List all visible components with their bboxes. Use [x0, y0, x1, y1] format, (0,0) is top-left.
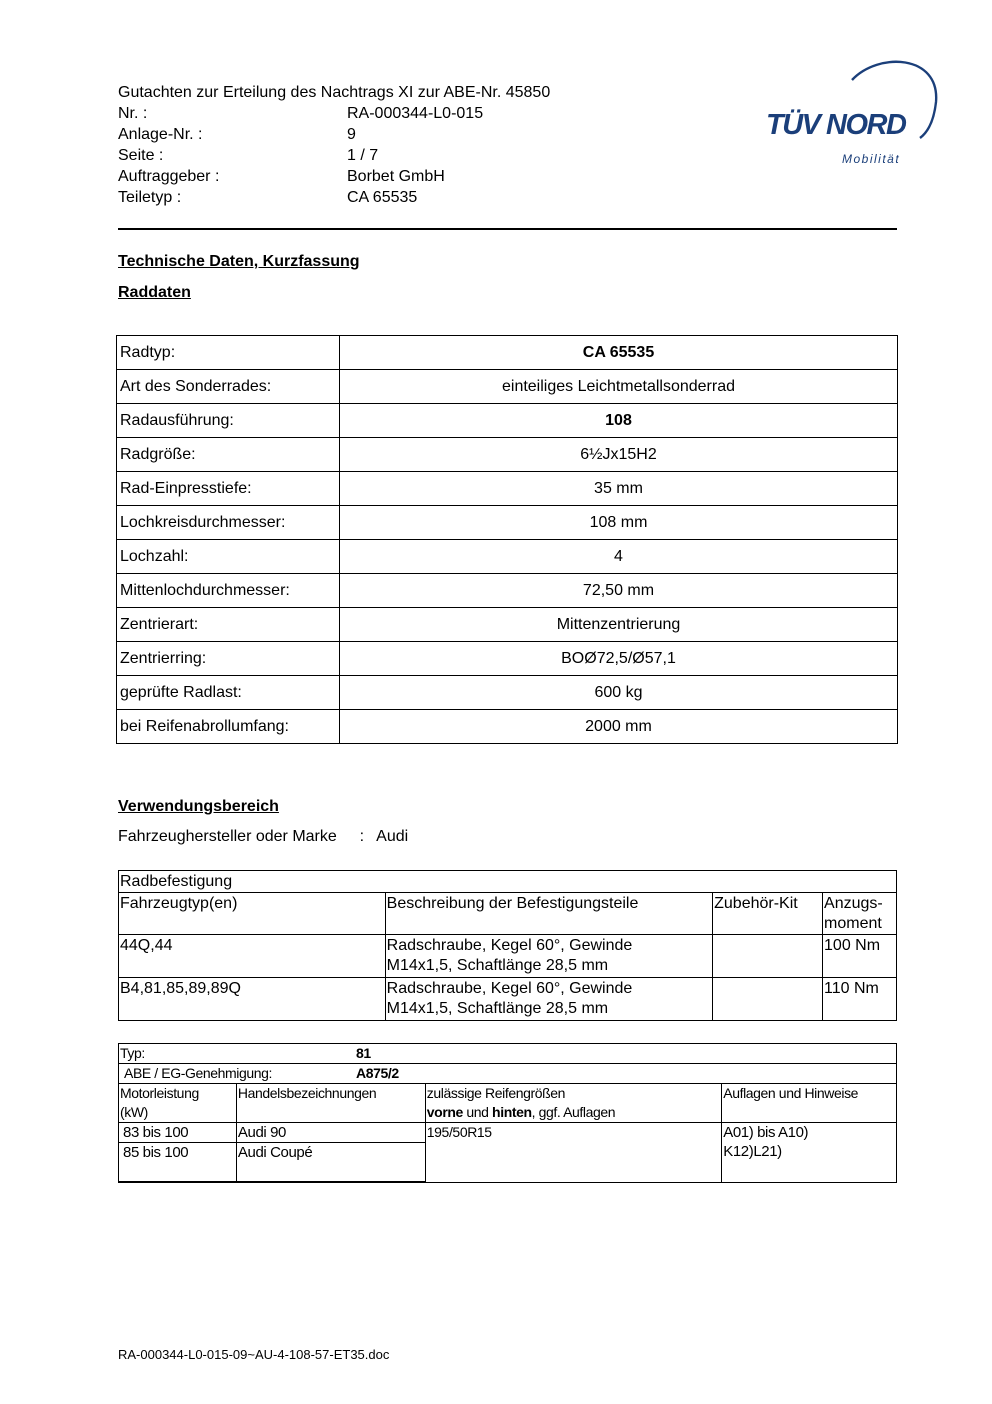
wheel-data-value: 108 mm: [340, 506, 898, 540]
wheel-data-table: [116, 335, 898, 744]
wheel-data-label: Art des Sonderrades:: [117, 370, 340, 404]
manufacturer-value: Audi: [376, 828, 409, 845]
wheel-data-label: bei Reifenabrollumfang:: [117, 710, 340, 744]
fastening-header-kit: Zubehör-Kit: [713, 893, 823, 935]
header-tires-end: , ggf. Auflagen: [531, 1104, 616, 1120]
fastening-kit: [713, 978, 823, 1021]
fastening-kit: [713, 935, 823, 978]
header-field-value: Borbet GmbH: [347, 168, 445, 185]
wheel-data-value: CA 65535: [340, 336, 898, 370]
vehicle-type-table: [118, 1043, 897, 1183]
fastening-desc: Radschraube, Kegel 60°, Gewinde M14x1,5, Schaftlänge 28,5 mm: [385, 978, 712, 1021]
header-field-value: 1 / 7: [347, 147, 379, 164]
header-field-label: Auftraggeber :: [118, 168, 220, 185]
name-cell: Audi 90: [236, 1123, 425, 1143]
wheel-data-label: Zentrierring:: [117, 642, 340, 676]
manufacturer-line: [118, 828, 408, 846]
type-data-row-1: [119, 1123, 897, 1143]
wheel-data-row: [117, 676, 898, 710]
header-power: Motorleistung (kW): [119, 1084, 237, 1123]
type-header-row: [119, 1084, 897, 1123]
section-usage-title: Verwendungsbereich: [118, 798, 279, 815]
header-names: Handelsbezeichnungen: [236, 1084, 425, 1123]
wheel-data-label: Lochzahl:: [117, 540, 340, 574]
wheel-data-label: geprüfte Radlast:: [117, 676, 340, 710]
fastening-type: 44Q,44: [119, 935, 386, 978]
wheel-data-label: Radtyp:: [117, 336, 340, 370]
header-field-value: CA 65535: [347, 189, 418, 206]
document-title: Gutachten zur Erteilung des Nachtrags XI zur ABE-Nr. 45850: [118, 84, 551, 101]
fastening-header-torque: Anzugs- moment: [823, 893, 897, 935]
section-wheel-title: Raddaten: [118, 284, 191, 301]
wheel-data-row: [117, 472, 898, 506]
wheel-data-row: [117, 642, 898, 676]
logo-subtitle: Mobilität: [842, 152, 901, 166]
fastening-header-type: Fahrzeugtyp(en): [119, 893, 386, 935]
approval-value: A875/2: [356, 1065, 399, 1081]
header-field-label: Teiletyp :: [118, 189, 182, 206]
header-tires-front: vorne: [426, 1104, 463, 1120]
wheel-data-row: [117, 540, 898, 574]
wheel-data-label: Lochkreisdurchmesser:: [117, 506, 340, 540]
wheel-data-row: [117, 710, 898, 744]
wheel-data-value: 6½Jx15H2: [340, 438, 898, 472]
section-technical-title: Technische Daten, Kurzfassung: [118, 253, 360, 270]
wheel-data-row: [117, 506, 898, 540]
wheel-data-row: [117, 404, 898, 438]
wheel-data-label: Mittenlochdurchmesser:: [117, 574, 340, 608]
fastening-header-row: [119, 893, 897, 935]
wheel-data-value: einteiliges Leichtmetallsonderrad: [340, 370, 898, 404]
wheel-data-label: Rad-Einpresstiefe:: [117, 472, 340, 506]
header-tires: [425, 1084, 721, 1123]
fastening-row: [119, 978, 897, 1021]
header-field-value: 9: [347, 126, 356, 143]
type-value: 81: [356, 1045, 371, 1061]
notes-cell: A01) bis A10) K12)L21): [722, 1123, 897, 1183]
header-field-label: Seite :: [118, 147, 164, 164]
header-field-label: Anlage-Nr. :: [118, 126, 203, 143]
manufacturer-label: Fahrzeughersteller oder Marke: [118, 828, 337, 845]
wheel-data-value: 4: [340, 540, 898, 574]
fastening-desc: Radschraube, Kegel 60°, Gewinde M14x1,5, Schaftlänge 28,5 mm: [385, 935, 712, 978]
fastening-torque: 110 Nm: [823, 978, 897, 1021]
wheel-data-label: Radgröße:: [117, 438, 340, 472]
header-divider: [118, 228, 897, 230]
wheel-data-value: Mittenzentrierung: [340, 608, 898, 642]
type-label: Typ:: [120, 1045, 145, 1061]
approval-label: ABE / EG-Genehmigung:: [124, 1065, 273, 1081]
wheel-data-row: [117, 574, 898, 608]
name-cell: Audi Coupé: [236, 1143, 425, 1183]
manufacturer-separator: :: [359, 828, 365, 845]
logo-brand: TÜV NORD: [766, 109, 906, 141]
fastening-torque: 100 Nm: [823, 935, 897, 978]
wheel-data-label: Zentrierart:: [117, 608, 340, 642]
header-tires-line1: zulässige Reifengrößen: [426, 1085, 566, 1101]
header-tires-rear: hinten: [492, 1104, 532, 1120]
power-cell: 83 bis 100: [119, 1123, 237, 1143]
header-field-value: RA-000344-L0-015: [347, 105, 484, 122]
wheel-data-value: 108: [340, 404, 898, 438]
wheel-data-row: [117, 438, 898, 472]
type-row: [119, 1044, 897, 1064]
fastening-table: [118, 870, 897, 1021]
tire-cell: 195/50R15: [425, 1123, 721, 1183]
fastening-row: [119, 935, 897, 978]
wheel-data-value: 72,50 mm: [340, 574, 898, 608]
header-field-label: Nr. :: [118, 105, 148, 122]
fastening-type: B4,81,85,89,89Q: [119, 978, 386, 1021]
header-tires-and: und: [462, 1104, 493, 1120]
fastening-title: Radbefestigung: [119, 871, 897, 893]
wheel-data-value: 600 kg: [340, 676, 898, 710]
wheel-data-label: Radausführung:: [117, 404, 340, 438]
approval-row: [119, 1064, 897, 1084]
wheel-data-row: [117, 336, 898, 370]
wheel-data-value: 35 mm: [340, 472, 898, 506]
fastening-title-row: [119, 871, 897, 893]
wheel-data-value: 2000 mm: [340, 710, 898, 744]
wheel-data-row: [117, 370, 898, 404]
footer-filename: RA-000344-L0-015-09~AU-4-108-57-ET35.doc: [118, 1347, 390, 1362]
power-cell: 85 bis 100: [119, 1143, 237, 1183]
fastening-header-desc: Beschreibung der Befestigungsteile: [385, 893, 712, 935]
header-notes: Auflagen und Hinweise: [722, 1084, 897, 1123]
wheel-data-row: [117, 608, 898, 642]
wheel-data-value: BOØ72,5/Ø57,1: [340, 642, 898, 676]
